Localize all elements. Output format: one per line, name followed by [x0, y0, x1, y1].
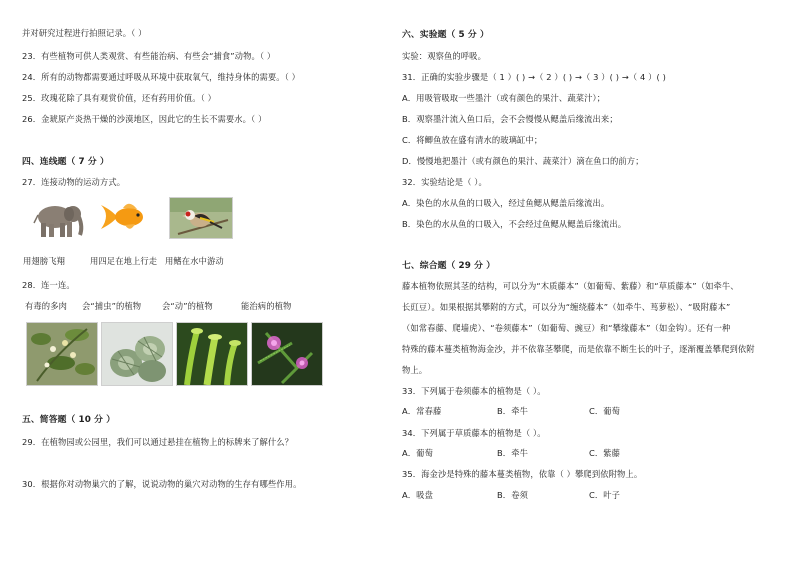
q35-option-c: C．叶子	[589, 490, 621, 500]
question-27: 27．连接动物的运动方式。	[22, 177, 126, 187]
passage-line-2: 长豇豆）。如果根据其攀附的方式，可以分为“缠绕藤本”（如牵牛、茑萝松）、“吸附藤本”	[402, 302, 731, 312]
elephant-image	[25, 197, 87, 241]
question-34: 34．下列属于草质藤本的植物是（ ）。	[402, 428, 546, 438]
q33-option-c: C．葡萄	[589, 406, 621, 416]
q33-option-a: A．常春藤	[402, 406, 442, 416]
question-32: 32．实验结论是（ ）。	[402, 177, 487, 187]
plant-label-2: 会“捕虫”的植物	[82, 301, 142, 311]
question-33: 33．下列属于卷须藤本的植物是（ ）。	[402, 386, 546, 396]
q35-option-a: A．吸盘	[402, 490, 433, 500]
q33-option-b: B．牵牛	[497, 406, 528, 416]
q31-option-d: D．慢慢地把墨汁（或有颜色的果汁、蔬菜汁）滴在鱼口的前方；	[402, 156, 644, 166]
q34-option-c: C．紫藤	[589, 448, 621, 458]
question-29: 29．在植物园或公园里，我们可以通过悬挂在植物上的标牌来了解什么？	[22, 437, 294, 447]
q31-option-b: B．观察墨汁流入鱼口后，会不会慢慢从鳃盖后缘流出来；	[402, 114, 618, 124]
goldfish-image	[97, 197, 153, 237]
plant-label-4: 能治病的植物	[241, 301, 292, 311]
plant-label-3: 会“动”的植物	[162, 301, 213, 311]
question-26: 26．金琥原产炎热干燥的沙漠地区，因此它的生长不需要水。（ ）	[22, 114, 267, 124]
q31-option-c: C．将鲫鱼放在盛有清水的玻璃缸中；	[402, 135, 543, 145]
plant-label-1: 有毒的多肉	[25, 301, 67, 311]
motion-label-3: 用鳍在水中游动	[165, 256, 224, 266]
q32-option-a: A．染色的水从鱼的口吸入，经过鱼鳃从鳃盖后缘流出。	[402, 198, 610, 208]
passage-line-5: 物上。	[402, 365, 428, 375]
question-24: 24．所有的动物都需要通过呼吸从环境中获取氧气，维持身体的需要。（ ）	[22, 72, 301, 82]
mimosa-image	[251, 322, 323, 386]
passage-line-1: 藤本植物依照其茎的结构，可以分为“木质藤本”（如葡萄、紫藤）和“草质藤本”（如牵牛、	[402, 281, 739, 291]
question-22-tail: 并对研究过程进行拍照记录。（ ）	[22, 28, 147, 38]
motion-label-1: 用翅膀飞翔	[23, 256, 65, 266]
q34-option-a: A．葡萄	[402, 448, 433, 458]
passage-line-4: 特殊的藤本蔓类植物海金沙，并不依靠茎攀爬，而是依靠不断生长的叶子，逐渐覆盖攀爬到依附	[402, 344, 755, 354]
question-28: 28．连一连。	[22, 280, 75, 290]
pitcher-plant-image	[176, 322, 248, 386]
motion-label-2: 用四足在地上行走	[90, 256, 158, 266]
section-5-title: 五、简答题（ 10 分 ）	[22, 415, 116, 425]
succulent-image	[101, 322, 173, 386]
bird-image	[169, 197, 233, 239]
question-25: 25．玫瑰花除了具有观赏价值，还有药用价值。（ ）	[22, 93, 217, 103]
question-30: 30．根据你对动物巢穴的了解，说说动物的巢穴对动物的生存有哪些作用。	[22, 479, 302, 489]
section-4-title: 四、连线题（ 7 分 ）	[22, 157, 109, 167]
q31-option-a: A．用吸管吸取一些墨汁（或有颜色的果汁、蔬菜汁）；	[402, 93, 606, 103]
passage-line-3: （如常春藤、爬墙虎）、“卷须藤本”（如葡萄、豌豆）和“攀缘藤本”（如金钩）。还有一种	[402, 323, 731, 333]
q34-option-b: B．牵牛	[497, 448, 528, 458]
section-6-title: 六、实验题（ 5 分 ）	[402, 30, 489, 40]
honeysuckle-image	[26, 322, 98, 386]
experiment-title: 实验：观察鱼的呼吸。	[402, 51, 486, 61]
section-7-title: 七、综合题（ 29 分 ）	[402, 261, 496, 271]
q32-option-b: B．染色的水从鱼的口吸入，不会经过鱼鳃从鳃盖后缘流出。	[402, 219, 627, 229]
question-35: 35．海金沙是特殊的藤本蔓类植物，依靠（ ）攀爬到依附物上。	[402, 469, 643, 479]
q35-option-b: B．卷须	[497, 490, 528, 500]
question-23: 23．有些植物可供人类观赏、有些能治病、有些会“捕食”动物。（ ）	[22, 51, 276, 61]
question-31: 31．正确的实验步骤是（ 1 ）( ) →（ 2 ）( ) →（ 3 ）( ) →（ 4 ）( )	[402, 72, 666, 82]
